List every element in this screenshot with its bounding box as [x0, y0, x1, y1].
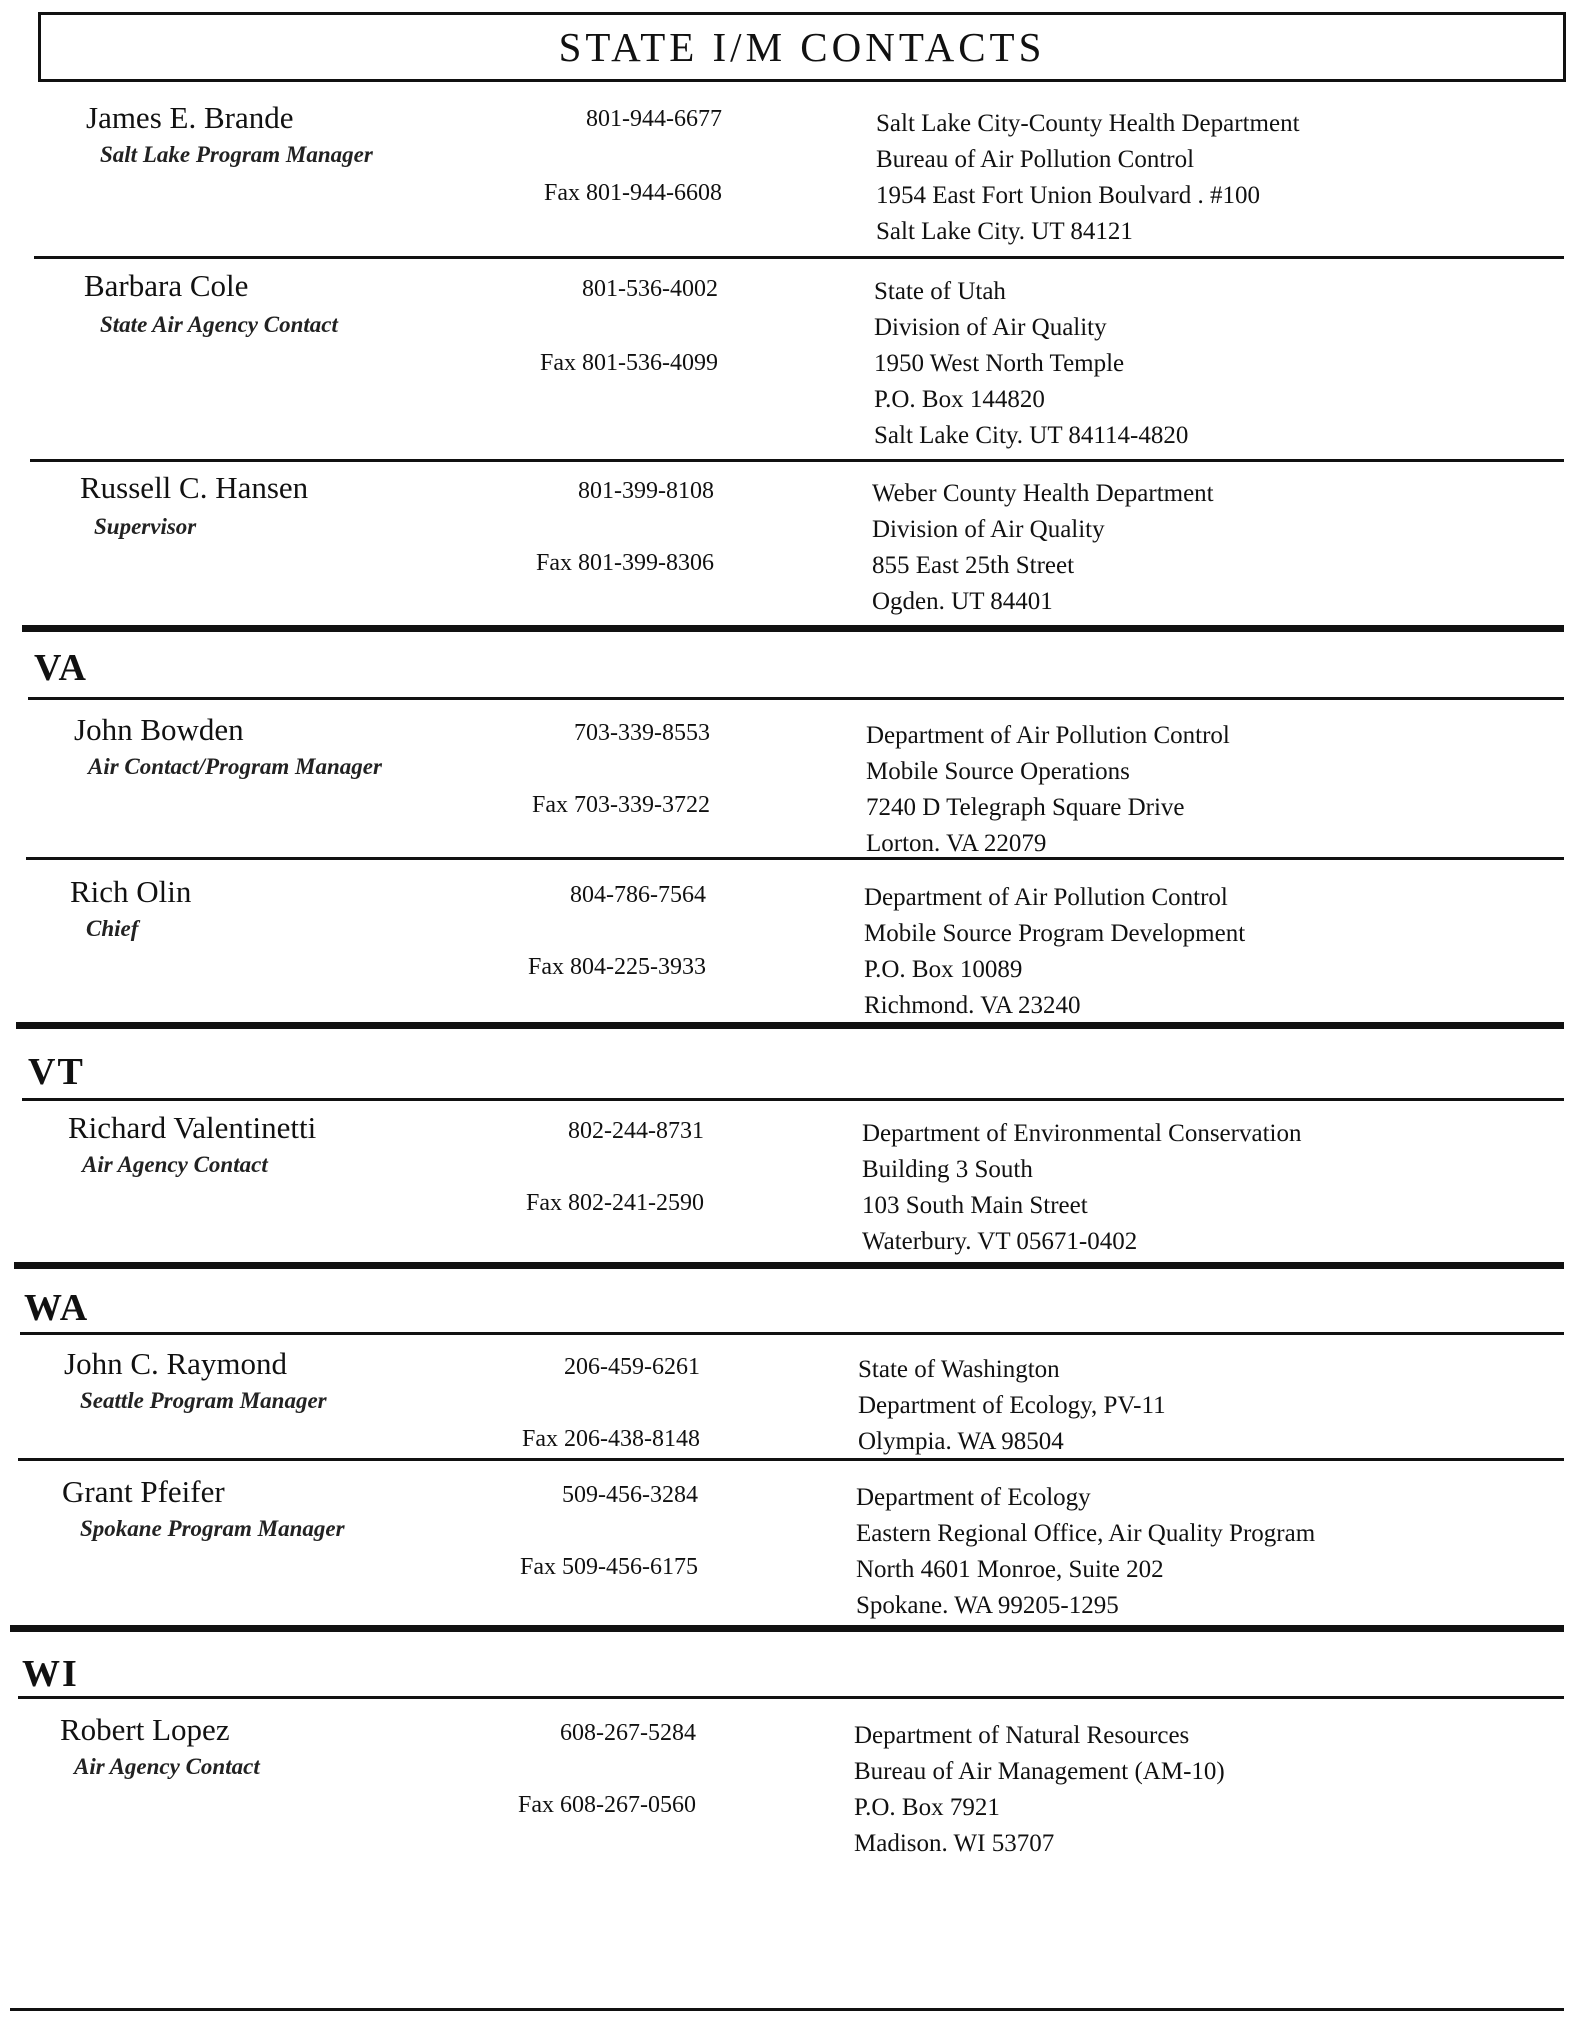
contact-name: Robert Lopez — [60, 1712, 230, 1747]
address-line: Eastern Regional Office, Air Quality Program — [856, 1520, 1316, 1547]
address-line: Mobile Source Program Development — [864, 920, 1246, 947]
contact-phone: 608-267-5284 — [560, 1720, 696, 1746]
contact-role: Salt Lake Program Manager — [100, 142, 373, 167]
contact-role: Seattle Program Manager — [80, 1388, 327, 1413]
section-underline — [28, 697, 1564, 700]
contact-address — [872, 476, 1214, 620]
section-divider — [22, 625, 1564, 632]
contact-address — [864, 880, 1245, 1024]
contact-fax: Fax 801-536-4099 — [540, 350, 718, 376]
contact-address — [876, 106, 1300, 250]
section-divider — [14, 1262, 1564, 1269]
contact-address — [856, 1480, 1315, 1624]
address-line: Bureau of Air Management (AM-10) — [854, 1758, 1225, 1785]
address-line: 103 South Main Street — [862, 1192, 1088, 1219]
address-line: State of Washington — [858, 1356, 1060, 1383]
state-heading-va: VA — [34, 647, 88, 689]
page-title: STATE I/M CONTACTS — [38, 12, 1566, 82]
address-line: Department of Natural Resources — [854, 1722, 1190, 1749]
address-line: Olympia. WA 98504 — [858, 1428, 1064, 1455]
address-line: P.O. Box 144820 — [874, 386, 1045, 413]
contact-name: Russell C. Hansen — [80, 470, 309, 505]
entry-divider — [30, 459, 1564, 462]
entry-divider — [18, 1458, 1564, 1461]
contact-phone: 703-339-8553 — [574, 720, 710, 746]
contact-fax: Fax 801-399-8306 — [536, 550, 714, 576]
contact-role: Supervisor — [94, 514, 197, 539]
contact-phone: 206-459-6261 — [564, 1354, 700, 1380]
contact-role: Air Agency Contact — [82, 1152, 268, 1177]
address-line: Building 3 South — [862, 1156, 1033, 1183]
contact-fax: Fax 703-339-3722 — [532, 792, 710, 818]
contact-role: Chief — [86, 916, 139, 941]
address-line: Department of Air Pollution Control — [866, 722, 1230, 749]
section-divider — [10, 1625, 1564, 1632]
contact-phone: 509-456-3284 — [562, 1482, 698, 1508]
address-line: Spokane. WA 99205-1295 — [856, 1592, 1119, 1619]
address-line: State of Utah — [874, 278, 1006, 305]
address-line: Mobile Source Operations — [866, 758, 1130, 785]
section-underline — [22, 1098, 1564, 1101]
contact-name: John C. Raymond — [64, 1346, 288, 1381]
contact-phone: 804-786-7564 — [570, 882, 706, 908]
address-line: Ogden. UT 84401 — [872, 588, 1053, 615]
contact-fax: Fax 802-241-2590 — [526, 1190, 704, 1216]
contact-fax: Fax 608-267-0560 — [518, 1792, 696, 1818]
contact-name: Richard Valentinetti — [68, 1110, 317, 1145]
address-line: Lorton. VA 22079 — [866, 830, 1047, 857]
contact-address — [874, 274, 1188, 454]
address-line: Bureau of Air Pollution Control — [876, 146, 1195, 173]
contact-address — [862, 1116, 1301, 1260]
contact-role: Spokane Program Manager — [80, 1516, 345, 1541]
contact-fax: Fax 801-944-6608 — [544, 180, 722, 206]
entry-divider — [26, 857, 1564, 860]
contact-name: Barbara Cole — [84, 268, 249, 303]
address-line: Richmond. VA 23240 — [864, 992, 1081, 1019]
state-heading-wi: WI — [22, 1653, 79, 1695]
page-bottom-rule — [10, 2008, 1564, 2011]
contact-name: James E. Brande — [86, 100, 294, 135]
contact-phone: 802-244-8731 — [568, 1118, 704, 1144]
contact-name: Rich Olin — [70, 874, 192, 909]
address-line: 1954 East Fort Union Boulvard . #100 — [876, 182, 1261, 209]
address-line: Weber County Health Department — [872, 480, 1214, 507]
section-underline — [18, 1696, 1564, 1699]
address-line: Department of Air Pollution Control — [864, 884, 1228, 911]
contact-address — [854, 1718, 1225, 1862]
contact-role: Air Contact/Program Manager — [88, 754, 382, 779]
address-line: P.O. Box 7921 — [854, 1794, 1000, 1821]
address-line: 855 East 25th Street — [872, 552, 1075, 579]
address-line: Department of Ecology — [856, 1484, 1091, 1511]
contact-address — [866, 718, 1230, 862]
address-line: Department of Environmental Conservation — [862, 1120, 1302, 1147]
contact-address — [858, 1352, 1166, 1460]
address-line: North 4601 Monroe, Suite 202 — [856, 1556, 1164, 1583]
address-line: Department of Ecology, PV-11 — [858, 1392, 1166, 1419]
section-underline — [20, 1332, 1564, 1335]
address-line: Salt Lake City-County Health Department — [876, 110, 1300, 137]
address-line: Madison. WI 53707 — [854, 1830, 1055, 1857]
section-divider — [16, 1022, 1564, 1029]
state-heading-wa: WA — [24, 1287, 90, 1329]
entry-divider — [34, 256, 1564, 259]
address-line: Waterbury. VT 05671-0402 — [862, 1228, 1138, 1255]
contact-role: State Air Agency Contact — [100, 312, 338, 337]
contact-name: Grant Pfeifer — [62, 1474, 225, 1509]
contact-phone: 801-944-6677 — [586, 106, 722, 132]
state-heading-vt: VT — [28, 1051, 85, 1093]
contact-fax: Fax 206-438-8148 — [522, 1426, 700, 1452]
contact-fax: Fax 804-225-3933 — [528, 954, 706, 980]
address-line: Division of Air Quality — [872, 516, 1105, 543]
address-line: 1950 West North Temple — [874, 350, 1125, 377]
contact-role: Air Agency Contact — [74, 1754, 260, 1779]
address-line: Salt Lake City. UT 84121 — [876, 218, 1133, 245]
address-line: Salt Lake City. UT 84114-4820 — [874, 422, 1189, 449]
contact-fax: Fax 509-456-6175 — [520, 1554, 698, 1580]
address-line: P.O. Box 10089 — [864, 956, 1023, 983]
contact-phone: 801-399-8108 — [578, 478, 714, 504]
address-line: 7240 D Telegraph Square Drive — [866, 794, 1185, 821]
contact-phone: 801-536-4002 — [582, 276, 718, 302]
address-line: Division of Air Quality — [874, 314, 1107, 341]
contact-name: John Bowden — [74, 712, 244, 747]
